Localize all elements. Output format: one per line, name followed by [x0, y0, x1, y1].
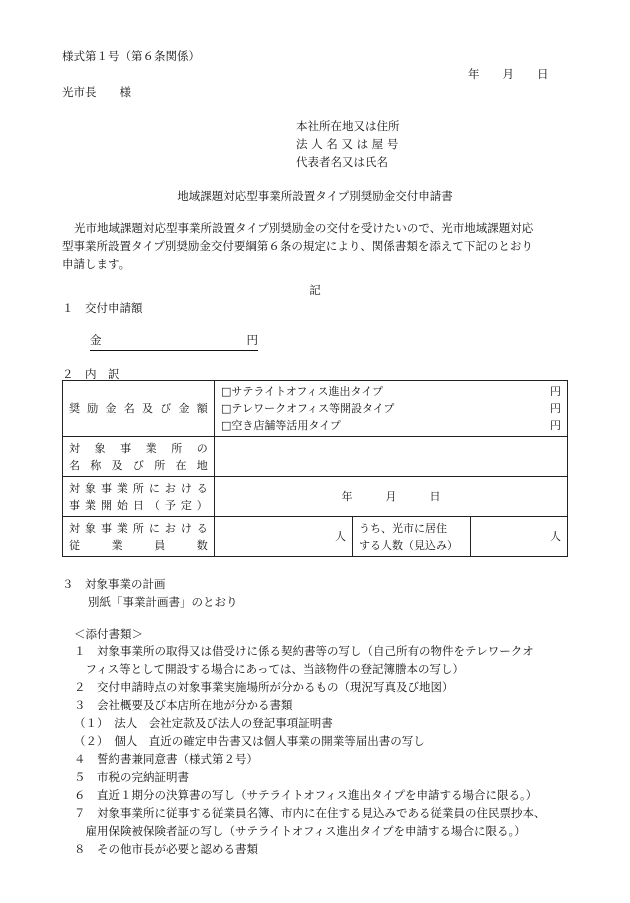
office-name-label-cell [63, 437, 215, 477]
attachments-heading: ＜添付書類＞ [74, 627, 143, 641]
applicant-rep-name-label: 代表者名又は氏名 [296, 155, 388, 169]
attachment-item: （２） 個人 直近の確定申告書又は個人事業の開業等届出書の写し [74, 734, 425, 748]
attachment-item: ３ 会社概要及び本店所在地が分かる書類 [74, 698, 293, 712]
form-number: 様式第１号（第６条関係） [62, 49, 200, 63]
resident-label-cell [353, 517, 471, 557]
attachment-item: ２ 交付申請時点の対象事業実施場所が分かるもの（現況写真及び地図） [74, 680, 454, 694]
applicant-corp-name-label: 法 人 名 又 は 屋 号 [296, 137, 399, 151]
employees-field[interactable]: 人 [215, 517, 353, 557]
submission-date: 年 月 日 [468, 67, 549, 81]
section2-heading: ２ 内 訳 [62, 367, 120, 381]
body-line-1: 光市地域課題対応型事業所設置タイプ別奨励金の交付を受けたいので、光市地域課題対応 [74, 221, 534, 235]
table-row [63, 517, 568, 557]
attachment-item: ７ 対象事業所に従事する従業員名簿、市内に在住する見込みである従業員の住民票抄本、 [74, 806, 546, 820]
office-name-label-2: 名称及び所在地 [69, 458, 208, 472]
attachment-item: フィス等として開設する場合にあっては、当該物件の登記簿謄本の写し） [74, 662, 464, 676]
table-row [63, 437, 568, 477]
attachment-item: 雇用保険被保険者証の写し（サテライトオフィス進出タイプを申請する場合に限る。） [74, 824, 526, 838]
employees-label-cell [63, 517, 215, 557]
amount-line [90, 332, 258, 351]
ki-heading: 記 [309, 283, 321, 297]
attachment-item: ８ その他市長が必要と認める書類 [74, 842, 258, 856]
amount-unit: 円 [246, 333, 258, 347]
table-row [63, 477, 568, 517]
attachment-item: （１） 法人 会社定款及び法人の登記事項証明書 [74, 716, 333, 730]
body-line-3: 申請します。 [62, 257, 131, 271]
subsidy-options-cell [215, 381, 568, 437]
start-date-label-cell [63, 477, 215, 517]
addressee: 光市長 様 [62, 85, 131, 99]
subsidy-label: 奨励金名及び金額 [69, 402, 208, 416]
body-line-2: 型事業所設置タイプ別奨励金交付要綱第６条の規定により、関係書類を添えて下記のとおり [62, 239, 533, 253]
employees-label-1: 対象事業所における [69, 521, 208, 535]
start-date-label-1: 対象事業所における [69, 481, 208, 495]
attachment-item: ５ 市税の完納証明書 [74, 770, 189, 784]
table-row [63, 381, 568, 437]
section3-heading: ３ 対象事業の計画 [62, 577, 166, 591]
amount-prefix: 金 [90, 333, 102, 347]
document-title: 地域課題対応型事業所設置タイプ別奨励金交付申請書 [177, 189, 453, 203]
applicant-address-label: 本社所在地又は住所 [296, 119, 400, 133]
option-satellite[interactable]: □サテライトオフィス進出タイプ 円 [221, 385, 562, 398]
office-name-field[interactable] [215, 437, 568, 477]
employees-label-2: 従業員数 [69, 538, 208, 552]
attachment-item: ６ 直近１期分の決算書の写し（サテライトオフィス進出タイプを申請する場合に限る。） [74, 788, 538, 802]
subsidy-label-cell [63, 381, 215, 437]
start-date-label-2: 事業開始日（予定） [69, 498, 208, 512]
office-name-label-1: 対象事業所の [69, 441, 208, 455]
attachment-item: ４ 誓約書兼同意書（様式第２号） [74, 752, 258, 766]
start-date-field[interactable]: 年 月 日 [215, 477, 568, 517]
breakdown-table [62, 380, 568, 557]
option-telework[interactable]: □テレワークオフィス等開設タイプ 円 [221, 402, 562, 416]
attachment-item: １ 対象事業所の取得又は借受けに係る契約書等の写し（自己所有の物件をテレワークオ [74, 644, 534, 658]
section3-text: 別紙「事業計画書」のとおり [88, 595, 238, 609]
resident-label-2: する人数（見込み） [359, 538, 458, 552]
section1-heading: １ 交付申請額 [62, 301, 143, 315]
option-vacant-store[interactable]: □空き店舗等活用タイプ 円 [221, 419, 562, 433]
resident-field[interactable]: 人 [471, 517, 568, 557]
resident-label-1: うち、光市に居住 [359, 521, 447, 535]
